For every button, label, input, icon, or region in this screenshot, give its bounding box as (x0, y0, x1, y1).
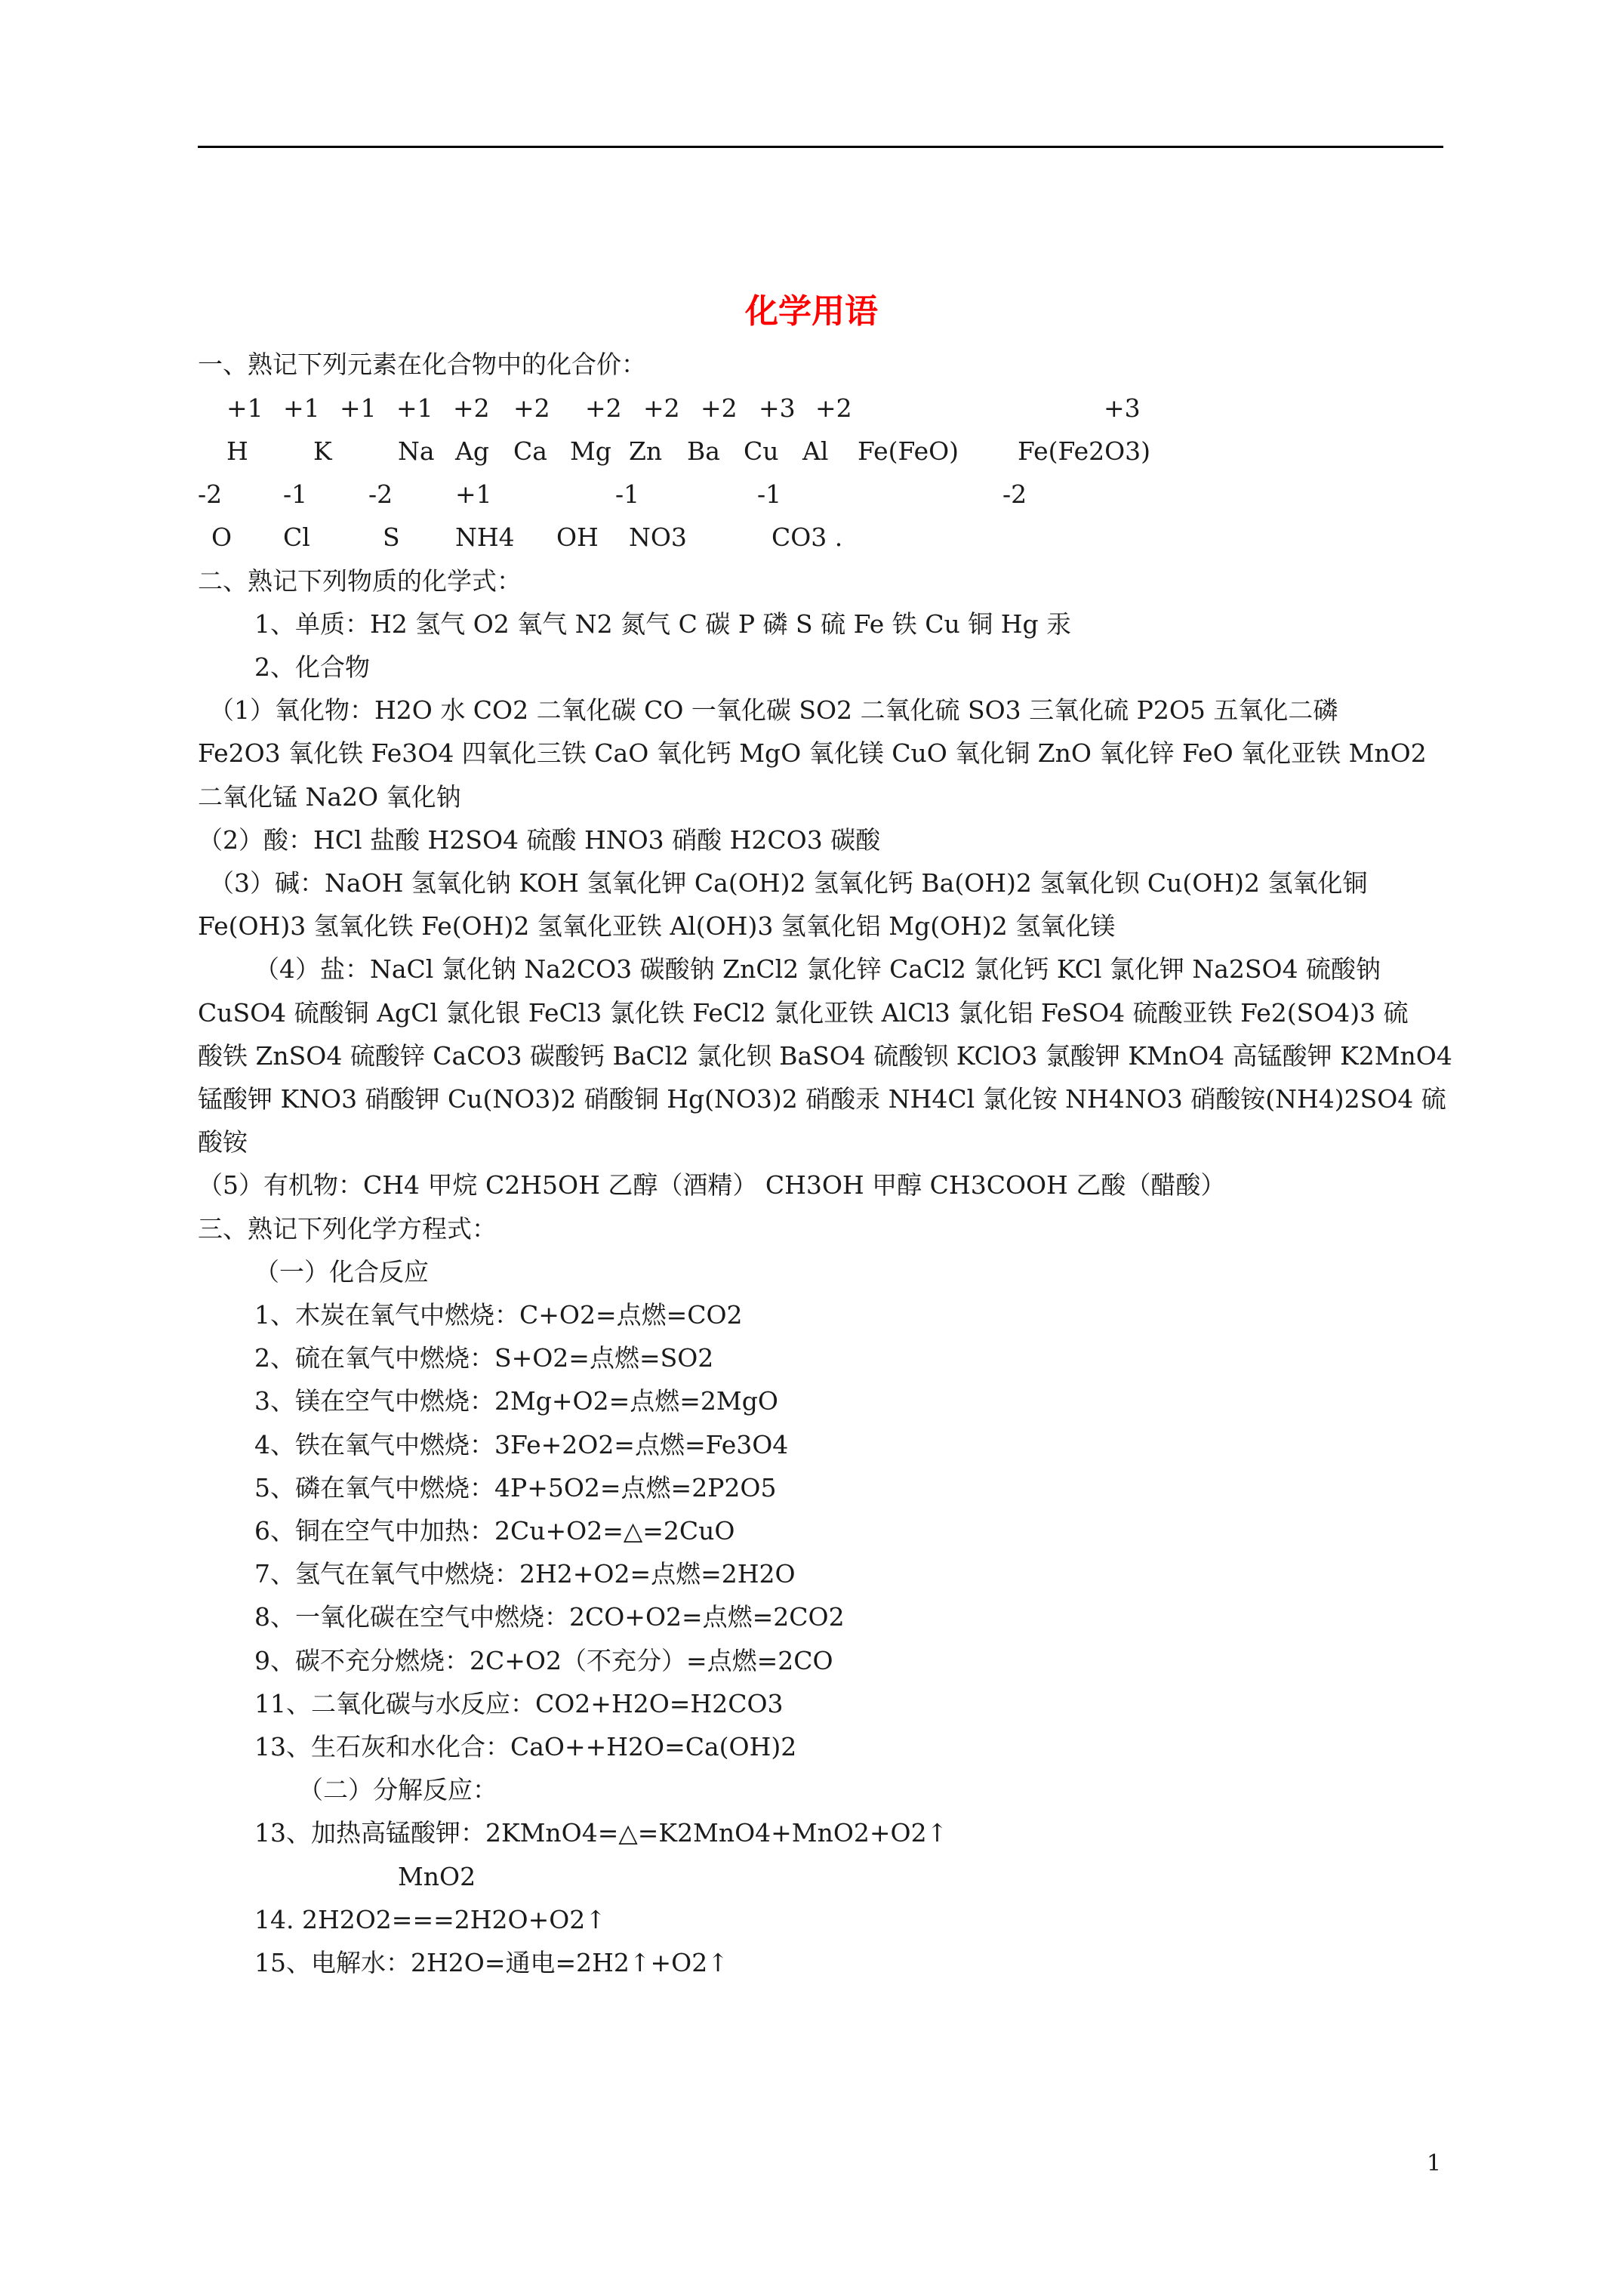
equation-line: 1、木炭在氧气中燃烧：C+O2=点燃=CO2 (254, 1300, 743, 1330)
element-symbol: CO3 . (771, 522, 843, 552)
section1-heading: 一、熟记下列元素在化合物中的化合价： (198, 350, 646, 379)
text-line: Fe2O3 氧化铁 Fe3O4 四氧化三铁 CaO 氧化钙 MgO 氧化镁 CuO 氧化铜 ZnO 氧化锌 FeO 氧化亚铁 MnO2 (198, 738, 1427, 768)
text-line: 酸铁 ZnSO4 硫酸锌 CaCO3 碳酸钙 BaCl2 氯化钡 BaSO4 硫酸钡 KClO3 氯酸钾 KMnO4 高锰酸钾 K2MnO4 (198, 1041, 1452, 1071)
page-title: 化学用语 (745, 292, 878, 331)
subsection-heading: （二）分解反应： (298, 1775, 497, 1804)
element-symbol: Mg (570, 436, 611, 466)
text-line: 2、化合物 (254, 652, 370, 682)
equation-line: 13、生石灰和水化合：CaO++H2O=Ca(OH)2 (254, 1732, 797, 1761)
text-line: （2）酸：HCl 盐酸 H2SO4 硫酸 HNO3 硝酸 H2CO3 碳酸 (198, 825, 881, 855)
element-symbol: S (383, 522, 400, 552)
valence-value: +2 (585, 393, 622, 423)
element-symbol: NO3 (629, 522, 687, 552)
valence-value: +2 (643, 393, 680, 423)
text-line: （3）碱：NaOH 氢氧化钠 KOH 氢氧化钾 Ca(OH)2 氢氧化钙 Ba(OH)2 氢氧化钡 Cu(OH)2 氢氧化铜 (209, 868, 1368, 898)
valence-value: +2 (453, 393, 490, 423)
equation-line: 13、加热高锰酸钾：2KMnO4=△=K2MnO4+MnO2+O2↑ (254, 1818, 948, 1848)
equation-line: 14. 2H2O2===2H2O+O2↑ (254, 1905, 606, 1934)
section3-heading: 三、熟记下列化学方程式： (198, 1214, 497, 1244)
element-symbol: Fe(Fe2O3) (1018, 436, 1151, 466)
element-symbol: Cu (744, 436, 779, 466)
valence-value: +2 (701, 393, 738, 423)
equation-line: 11、二氧化碳与水反应：CO2+H2O=H2CO3 (254, 1689, 784, 1718)
text-line: CuSO4 硫酸铜 AgCl 氯化银 FeCl3 氯化铁 FeCl2 氯化亚铁 AlCl3 氯化铝 FeSO4 硫酸亚铁 Fe2(SO4)3 硫 (198, 998, 1409, 1028)
element-symbol: Cl (283, 522, 310, 552)
element-symbol: Na (398, 436, 435, 466)
valence-value: +1 (455, 479, 492, 509)
valence-value: +3 (759, 393, 796, 423)
equation-line: 2、硫在氧气中燃烧：S+O2=点燃=SO2 (254, 1343, 714, 1373)
valence-value: +1 (340, 393, 377, 423)
section2-heading: 二、熟记下列物质的化学式： (198, 566, 522, 596)
equation-line: 3、镁在空气中燃烧：2Mg+O2=点燃=2MgO (254, 1386, 778, 1416)
equation-line: 6、铜在空气中加热：2Cu+O2=△=2CuO (254, 1516, 735, 1546)
element-symbol: Al (802, 436, 829, 466)
valence-value: +1 (283, 393, 320, 423)
equation-line: 8、一氧化碳在空气中燃烧：2CO+O2=点燃=2CO2 (254, 1602, 845, 1632)
element-symbol: Ca (513, 436, 547, 466)
element-symbol: Fe(FeO) (858, 436, 959, 466)
text-line: 锰酸钾 KNO3 硝酸钾 Cu(NO3)2 硝酸铜 Hg(NO3)2 硝酸汞 NH4Cl 氯化铵 NH4NO3 硝酸铵(NH4)2SO4 硫 (198, 1084, 1446, 1114)
element-symbol: OH (556, 522, 599, 552)
valence-value: -1 (283, 479, 308, 509)
valence-value: +1 (226, 393, 263, 423)
equation-line: 15、电解水：2H2O=通电=2H2↑+O2↑ (254, 1948, 728, 1977)
valence-value: -2 (368, 479, 393, 509)
equation-line: 7、氢气在氧气中燃烧：2H2+O2=点燃=2H2O (254, 1559, 796, 1589)
equation-line: 9、碳不充分燃烧：2C+O2（不充分）=点燃=2CO (254, 1646, 833, 1675)
page-number: 1 (1427, 2150, 1442, 2177)
valence-value: -2 (1002, 479, 1027, 509)
subsection-heading: （一）化合反应 (254, 1257, 429, 1287)
text-line: 1、单质：H2 氢气 O2 氧气 N2 氮气 C 碳 P 磷 S 硫 Fe 铁 Cu 铜 Hg 汞 (254, 609, 1072, 639)
text-line: （5）有机物：CH4 甲烷 C2H5OH 乙醇（酒精） CH3OH 甲醇 CH3COOH 乙酸（醋酸） (198, 1170, 1226, 1200)
text-line: 二氧化锰 Na2O 氧化钠 (198, 782, 461, 812)
valence-value: -1 (615, 479, 640, 509)
valence-value: +3 (1104, 393, 1141, 423)
equation-line: 5、磷在氧气中燃烧：4P+5O2=点燃=2P2O5 (254, 1473, 777, 1502)
header-rule (198, 146, 1443, 148)
valence-value: +1 (396, 393, 433, 423)
element-symbol: H (226, 436, 248, 466)
element-symbol: O (211, 522, 233, 552)
valence-value: +2 (513, 393, 550, 423)
catalyst-label: MnO2 (398, 1862, 476, 1891)
element-symbol: K (313, 436, 332, 466)
equation-line: 4、铁在氧气中燃烧：3Fe+2O2=点燃=Fe3O4 (254, 1430, 789, 1459)
element-symbol: Ag (455, 436, 489, 466)
text-line: 酸铵 (198, 1127, 248, 1157)
text-line: Fe(OH)3 氢氧化铁 Fe(OH)2 氢氧化亚铁 Al(OH)3 氢氧化铝 Mg(OH)2 氢氧化镁 (198, 911, 1116, 941)
valence-value: -1 (757, 479, 782, 509)
element-symbol: NH4 (455, 522, 515, 552)
element-symbol: Ba (687, 436, 720, 466)
text-line: （4）盐：NaCl 氯化钠 Na2CO3 碳酸钠 ZnCl2 氯化锌 CaCl2 氯化钙 KCl 氯化钾 Na2SO4 硫酸钠 (254, 954, 1381, 984)
element-symbol: Zn (629, 436, 663, 466)
text-line: （1）氧化物：H2O 水 CO2 二氧化碳 CO 一氧化碳 SO2 二氧化硫 SO3 三氧化硫 P2O5 五氧化二磷 (209, 695, 1338, 725)
valence-value: +2 (815, 393, 852, 423)
valence-value: -2 (198, 479, 223, 509)
